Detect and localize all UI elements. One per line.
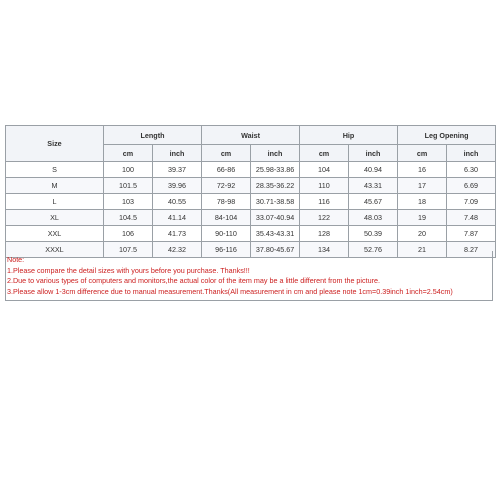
- measurement-cell: 7.87: [447, 226, 496, 242]
- length-header: Length: [104, 126, 202, 145]
- measurement-cell: 18: [398, 194, 447, 210]
- note-line: 2.Due to various types of computers and monitors,the actual color of the item may be a little different from the picture.: [7, 276, 381, 286]
- measurement-cell: 107.5: [104, 242, 153, 258]
- measurement-cell: 48.03: [349, 210, 398, 226]
- measurement-cell: 122: [300, 210, 349, 226]
- measurement-cell: 30.71-38.58: [251, 194, 300, 210]
- measurement-cell: 128: [300, 226, 349, 242]
- size-cell: L: [6, 194, 104, 210]
- measurement-cell: 6.30: [447, 162, 496, 178]
- measurement-cell: 104.5: [104, 210, 153, 226]
- size-table-body: [6, 162, 496, 258]
- size-cell: M: [6, 178, 104, 194]
- measurement-cell: 7.09: [447, 194, 496, 210]
- measurement-cell: 8.27: [447, 242, 496, 258]
- measurement-cell: 104: [300, 162, 349, 178]
- measurement-cell: 96-116: [202, 242, 251, 258]
- measurement-cell: 19: [398, 210, 447, 226]
- measurement-cell: 35.43-43.31: [251, 226, 300, 242]
- notes-box: [5, 251, 493, 301]
- unit-header: cm: [300, 145, 349, 162]
- size-cell: XXXL: [6, 242, 104, 258]
- size-cell: XL: [6, 210, 104, 226]
- unit-header: cm: [398, 145, 447, 162]
- measurement-cell: 21: [398, 242, 447, 258]
- table-row: [6, 210, 496, 226]
- measurement-cell: 40.94: [349, 162, 398, 178]
- measurement-cell: 66-86: [202, 162, 251, 178]
- measurement-cell: 134: [300, 242, 349, 258]
- table-row: [6, 194, 496, 210]
- measurement-cell: 39.37: [153, 162, 202, 178]
- measurement-cell: 41.14: [153, 210, 202, 226]
- measurement-cell: 42.32: [153, 242, 202, 258]
- unit-header: cm: [104, 145, 153, 162]
- unit-header: inch: [153, 145, 202, 162]
- measurement-cell: 17: [398, 178, 447, 194]
- note-line: 3.Please allow 1-3cm difference due to manual measurement.Thanks(All measurement in cm and please note 1cm=0.39inch 1inch=2.54cm): [7, 286, 453, 296]
- measurement-cell: 84-104: [202, 210, 251, 226]
- measurement-cell: 100: [104, 162, 153, 178]
- leg-opening-header: Leg Opening: [398, 126, 496, 145]
- measurement-cell: 50.39: [349, 226, 398, 242]
- measurement-cell: 103: [104, 194, 153, 210]
- measurement-cell: 16: [398, 162, 447, 178]
- measurement-cell: 45.67: [349, 194, 398, 210]
- measurement-cell: 43.31: [349, 178, 398, 194]
- measurement-cell: 39.96: [153, 178, 202, 194]
- unit-header: inch: [349, 145, 398, 162]
- measurement-cell: 72-92: [202, 178, 251, 194]
- unit-header: inch: [251, 145, 300, 162]
- measurement-cell: 101.5: [104, 178, 153, 194]
- unit-header: inch: [447, 145, 496, 162]
- size-chart-table: [5, 125, 496, 258]
- measurement-cell: 40.55: [153, 194, 202, 210]
- size-cell: XXL: [6, 226, 104, 242]
- measurement-cell: 28.35-36.22: [251, 178, 300, 194]
- table-row: [6, 162, 496, 178]
- measurement-cell: 41.73: [153, 226, 202, 242]
- size-header: Size: [6, 126, 104, 162]
- measurement-cell: 7.48: [447, 210, 496, 226]
- measurement-cell: 116: [300, 194, 349, 210]
- waist-header: Waist: [202, 126, 300, 145]
- note-line: 1.Please compare the detail sizes with yours before you purchase. Thanks!!!: [7, 265, 250, 275]
- measurement-cell: 37.80-45.67: [251, 242, 300, 258]
- measurement-cell: 90-110: [202, 226, 251, 242]
- measurement-cell: 6.69: [447, 178, 496, 194]
- hip-header: Hip: [300, 126, 398, 145]
- measurement-cell: 33.07-40.94: [251, 210, 300, 226]
- measurement-cell: 25.98-33.86: [251, 162, 300, 178]
- measurement-cell: 106: [104, 226, 153, 242]
- unit-header: cm: [202, 145, 251, 162]
- notes-title: Note:: [7, 255, 25, 264]
- measurement-cell: 20: [398, 226, 447, 242]
- measurement-cell: 110: [300, 178, 349, 194]
- table-row: [6, 226, 496, 242]
- measurement-cell: 52.76: [349, 242, 398, 258]
- table-row: [6, 178, 496, 194]
- measurement-cell: 78-98: [202, 194, 251, 210]
- size-cell: S: [6, 162, 104, 178]
